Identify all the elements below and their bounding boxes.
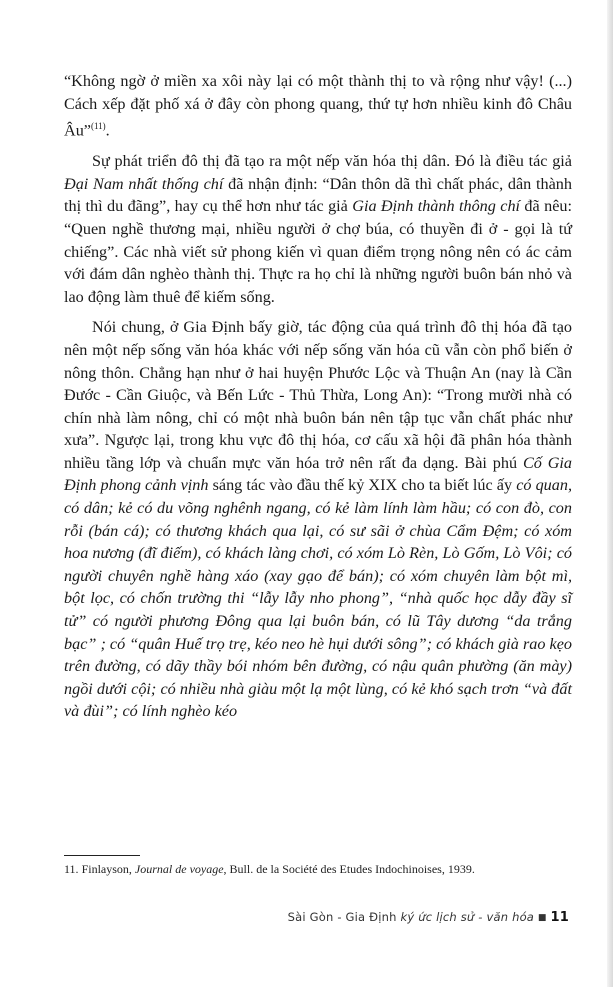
poem-excerpt: có quan, có dân; kẻ có du võng nghênh ngang, có kẻ làm lính làm hầu; có con đò, con rỗi (bán cá); có thương khách qua lại, có sư sãi ở chùa Cẩm Đệm; có xóm hoa nương (đĩ điếm), có khách làng chơi, có xóm Lò Rèn, Lò Gốm, Lò Vôi; có người chuyên nghề hàng xáo (xay gạo để bán); có xóm chuyên làm bột mì, bột lọc, có chốn trường thi “lẫy lẫy nho phong”, “nhà quốc học dẫy đầy sĩ tử” có người phương Đông qua lại buôn bán, có lũ Tây dương “da trắng bạc” ; có “quân Huế trọ trẹ, kéo neo hè hụi dưới sông”; có khách già rao kẹo trên đường, có dãy thầy bói nhóm bên đường, có nậu quân phường (ăn mày) ngồi dưới cội; có nhiều nhà giàu một lạ một lùng, có kẻ khó sạch trơn “và đất và đùi”; có lính nghèo kéo [64,476,572,721]
footnote-number: 11. [64,862,79,876]
book-title-dai-nam: Đại Nam nhất thống chí [64,174,224,193]
footer-book-title: Sài Gòn - Gia Định [287,910,401,924]
poem-title: Cố Gia Định phong cảnh vịnh [64,453,572,495]
page-edge-shadow [607,0,613,987]
paragraph-quote [64,70,572,142]
quote-text: “Không ngờ ở miền xa xôi này lại có một thành thị to và rộng như vậy! (...) Cách xếp đặt phố xá ở đây còn phong quang, thứ tự hơn nhiều kinh đô Châu Âu” [64,72,572,140]
p2-text-a: Sự phát triển đô thị đã tạo ra một nếp văn hóa thị dân. Đó là điều tác giả [92,152,572,171]
footnote-author: Finlayson, [81,862,135,876]
running-footer [288,910,569,925]
quote-end: . [105,121,110,140]
p3-text-a: Nói chung, ở Gia Định bấy giờ, tác động của quá trình đô thị hóa đã tạo nên một nếp sống văn hóa khác với nếp sống văn hóa cũ vẫn còn phổ biến ở nông thôn. Chẳng hạn như ở hai huyện Phước Lộc và Thuận An (nay là Cần Đước - Cần Giuộc, và Bến Lức - Thủ Thừa, Long An): “Trong mười nhà có chín nhà làm nông, chỉ có một nhà buôn bán nên tập tục vẫn chất phác như xưa”. Ngược lại, trong khu vực đô thị hóa, cơ cấu xã hội đã phân hóa thành nhiều tầng lớp và chuẩn mực văn hóa trở nên rất đa dạng. Bài phú [64,318,572,472]
footnote-rule [64,855,140,856]
page-body [64,70,572,723]
footnote-title: Journal de voyage [134,862,224,876]
paragraph-3 [64,316,572,723]
footer-subtitle: ký ức lịch sử - văn hóa [400,910,535,924]
p2-text-e: đã nêu: “Quen nghề thương mại, nhiều người ở chợ búa, có thuyền đi ở - gọi là tứ chiếng”. Các nhà viết sử phong kiến vì quan điểm trọng nông nên có ác cảm với đám dân nghèo thành thị. Thực ra họ chỉ là những người buôn bán nhỏ và lao động làm thuê để kiếm sống. [64,197,572,306]
paragraph-2 [64,150,572,308]
p2-text-c: đã nhận định: “Dân thôn dã thì chất phác, dân thành thị thì du đãng”, hay cụ thể hơn như tác giả [64,174,572,216]
footnote-ref: (11) [90,121,106,132]
square-bullet-icon: ■ [537,913,547,923]
book-title-gia-dinh: Gia Định thành thông chí [352,197,521,216]
footnote [64,861,572,877]
footnote-rest: , Bull. de la Société des Etudes Indochinoises, 1939. [223,862,475,876]
p3-text-c: sáng tác vào đầu thế kỷ XIX cho ta biết lúc ấy [208,476,517,495]
page-number: 11 [550,910,569,925]
